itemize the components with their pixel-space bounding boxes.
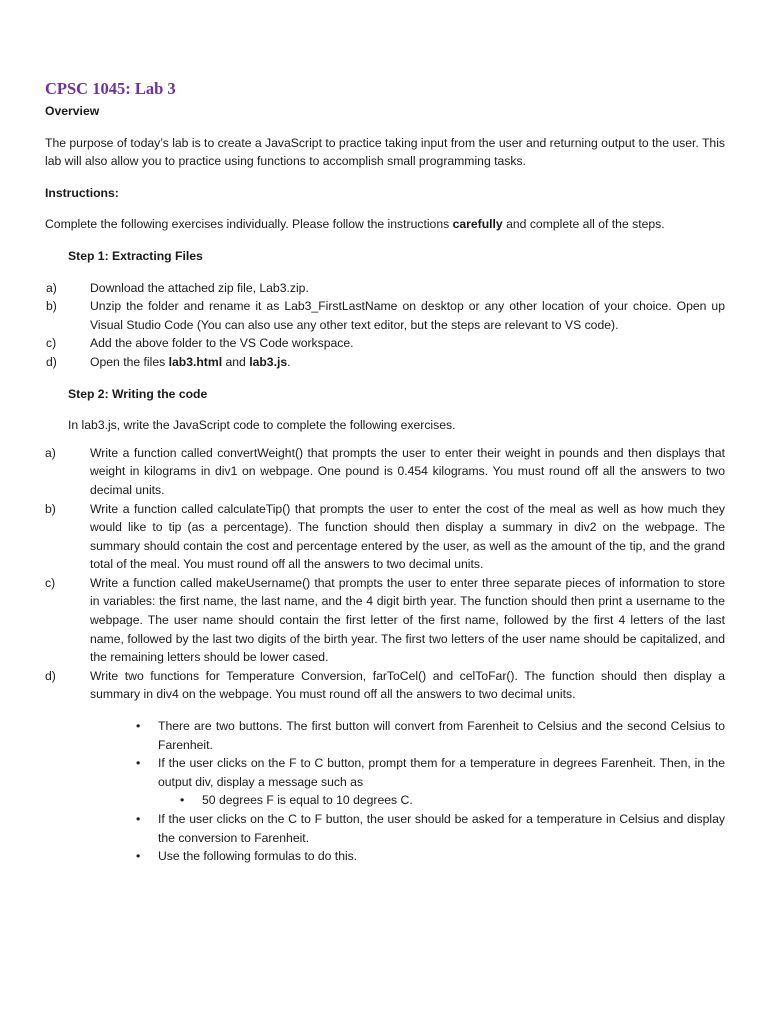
bullet-text: Use the following formulas to do this.: [158, 849, 358, 864]
list-item: [45, 667, 725, 704]
step2-list: [45, 444, 725, 704]
file-name-html: lab3.html: [168, 354, 223, 369]
sub-bullet-list: [180, 791, 725, 810]
list-item-text: and: [222, 354, 250, 369]
bullet-text: 50 degrees F is equal to 10 degrees C.: [202, 793, 413, 808]
list-marker: a): [45, 445, 56, 460]
list-marker: d): [46, 354, 57, 369]
page-title: CPSC 1045: Lab 3: [45, 79, 176, 98]
step2-heading: Step 2: Writing the code: [68, 386, 208, 401]
bullet-icon: •: [136, 719, 141, 734]
bullet-text: If the user clicks on the C to F button, the user should be asked for a temperature in Celsius and display the conversion to Farenheit.: [158, 812, 725, 845]
list-marker: b): [46, 299, 57, 314]
list-item-text: .: [287, 354, 291, 369]
bullet-item: [136, 847, 725, 866]
overview-heading: Overview: [45, 104, 100, 118]
bullet-icon: •: [136, 812, 141, 826]
instructions-pre: Complete the following exercises individually. Please follow the instructions: [45, 217, 453, 232]
sub-bullet-item: [180, 791, 725, 810]
document-page: [45, 78, 725, 866]
bullet-item: [136, 810, 725, 847]
step1-list: [45, 279, 725, 372]
list-marker: c): [45, 575, 56, 590]
bullet-item: [136, 754, 725, 810]
bullet-icon: •: [136, 756, 141, 771]
list-item: [45, 297, 725, 334]
bullet-item: [136, 717, 725, 754]
list-item-text: Unzip the folder and rename it as Lab3_FirstLastName on desktop or any other location of your choice. Open up Visual Studio Code (You can also use any other text editor, but the steps are relevant to VS code).: [90, 299, 725, 332]
list-marker: b): [45, 501, 56, 516]
bullet-text: If the user clicks on the F to C button, prompt them for a temperature in degrees Farenheit. Then, in the output div, display a message such as: [158, 756, 725, 789]
bullet-icon: •: [136, 849, 141, 864]
list-marker: a): [46, 280, 57, 295]
list-marker: c): [46, 336, 57, 351]
list-item-text: Write two functions for Temperature Conversion, farToCel() and celToFar(). The function should then display a summary in div4 on the webpage. You must round off all the answers to two decimal units.: [90, 668, 725, 702]
list-marker: d): [45, 668, 56, 683]
step2-intro: In lab3.js, write the JavaScript code to complete the following exercises.: [68, 418, 456, 433]
list-item-text: Download the attached zip file, Lab3.zip.: [90, 280, 309, 295]
list-item: [45, 444, 725, 500]
instructions-text: [45, 215, 725, 234]
instructions-post: and complete all of the steps.: [502, 217, 665, 232]
list-item: [45, 500, 725, 574]
overview-text: The purpose of today’s lab is to create a JavaScript to practice taking input from the user and returning output to the user. This lab will also allow you to practice using functions to accomplish small programming tasks.: [45, 135, 725, 169]
file-name-js: lab3.js: [249, 354, 288, 369]
list-item: [45, 574, 725, 667]
instructions-heading: Instructions:: [45, 185, 119, 200]
list-item-text: Write a function called calculateTip() that prompts the user to enter the cost of the meal as well as how much they would like to tip (as a percentage). The function should then display a summary in div2 on the webpage. The summary should contain the cost and percentage entered by the user, as well as the amount of the tip, and the grand total of the meal. You must round off all the answers to two decimal units.: [90, 501, 725, 572]
list-item-text: Write a function called convertWeight() that prompts the user to enter their weight in pounds and then displays that weight in kilograms in div1 on webpage. One pound is 0.454 kilograms. You must round off all the answers to two decimal units.: [90, 445, 725, 497]
bullet-list: [136, 717, 725, 866]
bullet-text: There are two buttons. The first button will convert from Farenheit to Celsius and the second Celsius to Farenheit.: [158, 719, 725, 752]
step1-heading: Step 1: Extracting Files: [68, 248, 203, 263]
bullet-icon: •: [180, 793, 185, 808]
list-item: [45, 279, 725, 298]
list-item: [45, 334, 725, 353]
list-item-text: Open the files: [90, 354, 169, 369]
list-item-text: Write a function called makeUsername() that prompts the user to enter three separate pieces of information to store in variables: the first name, the last name, and the 4 digit birth year. The function should then print a username to the webpage. The user name should contain the first letter of the first name, followed by the first 4 letters of the last name, followed by the last two digits of the birth year. The first two letters of the user name should be capitalized, and the remaining letters should be lower cased.: [90, 575, 725, 665]
instructions-bold: carefully: [452, 217, 503, 232]
list-item: [45, 353, 725, 372]
list-item-text: Add the above folder to the VS Code workspace.: [90, 336, 354, 351]
